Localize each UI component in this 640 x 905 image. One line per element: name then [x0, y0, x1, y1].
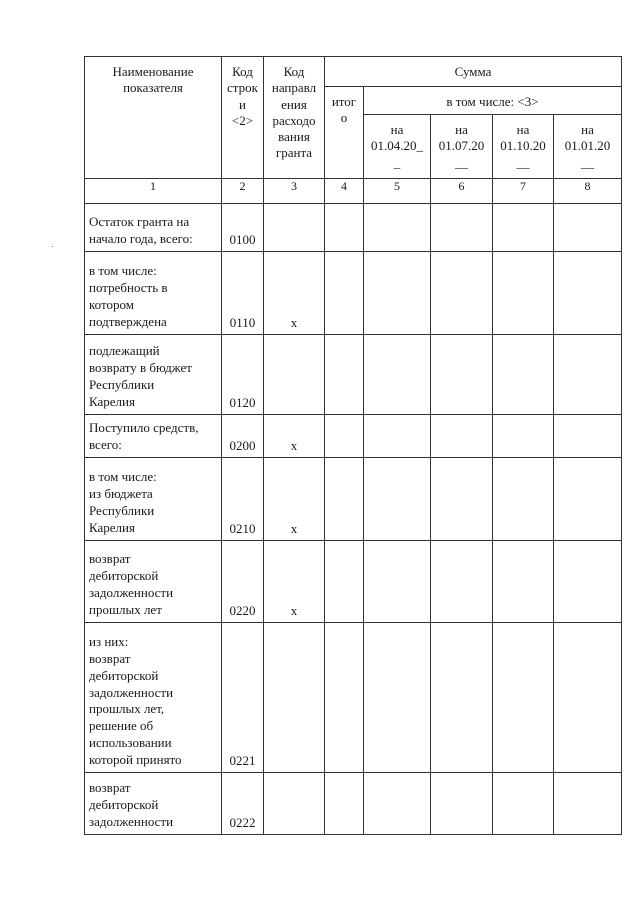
amount-cell	[325, 204, 364, 252]
row-label: в том числе: потребность в котором подтверждена	[85, 252, 222, 335]
row-label: подлежащий возврату в бюджет Республики Карелия	[85, 335, 222, 415]
row-direction-code	[264, 204, 325, 252]
table-row	[85, 773, 622, 835]
column-number-1: 1	[85, 179, 222, 204]
amount-cell	[364, 415, 431, 458]
amount-cell	[493, 204, 554, 252]
row-code: 0220	[222, 541, 264, 623]
row-label: возврат дебиторской задолженности прошлых лет	[85, 541, 222, 623]
amount-cell	[364, 204, 431, 252]
amount-cell	[364, 458, 431, 541]
row-direction-code	[264, 335, 325, 415]
column-number-4: 4	[325, 179, 364, 204]
amount-cell	[554, 335, 622, 415]
header-sum: Сумма	[325, 57, 622, 87]
amount-cell	[493, 252, 554, 335]
amount-cell	[493, 335, 554, 415]
header-name: Наименование показателя	[85, 57, 222, 179]
row-code: 0200	[222, 415, 264, 458]
amount-cell	[325, 335, 364, 415]
table-row	[85, 541, 622, 623]
amount-cell	[431, 623, 493, 773]
header-date-1: на 01.04.20_ _	[364, 115, 431, 179]
column-number-8: 8	[554, 179, 622, 204]
row-label: в том числе: из бюджета Республики Карелия	[85, 458, 222, 541]
header-total: итог о	[325, 87, 364, 179]
row-code: 0210	[222, 458, 264, 541]
amount-cell	[493, 458, 554, 541]
row-direction-code	[264, 623, 325, 773]
row-code: 0221	[222, 623, 264, 773]
amount-cell	[493, 623, 554, 773]
row-direction-code: х	[264, 458, 325, 541]
amount-cell	[554, 204, 622, 252]
amount-cell	[364, 252, 431, 335]
header-date-2: на 01.07.20 __	[431, 115, 493, 179]
row-direction-code: х	[264, 415, 325, 458]
header-date-3: на 01.10.20 __	[493, 115, 554, 179]
table-row	[85, 458, 622, 541]
amount-cell	[493, 773, 554, 835]
row-label: возврат дебиторской задолженности	[85, 773, 222, 835]
row-code: 0110	[222, 252, 264, 335]
column-number-3: 3	[264, 179, 325, 204]
amount-cell	[554, 623, 622, 773]
row-label: Остаток гранта на начало года, всего:	[85, 204, 222, 252]
header-including: в том числе: <3>	[364, 87, 622, 115]
table-row	[85, 623, 622, 773]
row-direction-code	[264, 773, 325, 835]
amount-cell	[325, 252, 364, 335]
column-number-6: 6	[431, 179, 493, 204]
amount-cell	[364, 623, 431, 773]
amount-cell	[554, 458, 622, 541]
row-direction-code: х	[264, 541, 325, 623]
row-code: 0222	[222, 773, 264, 835]
amount-cell	[431, 415, 493, 458]
amount-cell	[364, 541, 431, 623]
amount-cell	[554, 773, 622, 835]
amount-cell	[493, 415, 554, 458]
row-label: Поступило средств, всего:	[85, 415, 222, 458]
amount-cell	[493, 541, 554, 623]
amount-cell	[431, 252, 493, 335]
grant-report-table	[84, 56, 622, 835]
amount-cell	[431, 204, 493, 252]
row-direction-code: х	[264, 252, 325, 335]
row-label: из них: возврат дебиторской задолженности прошлых лет, решение об использовании которой принято	[85, 623, 222, 773]
header-date-4: на 01.01.20 __	[554, 115, 622, 179]
table-row	[85, 252, 622, 335]
amount-cell	[554, 541, 622, 623]
amount-cell	[364, 773, 431, 835]
row-code: 0100	[222, 204, 264, 252]
amount-cell	[325, 541, 364, 623]
column-number-7: 7	[493, 179, 554, 204]
scan-speck	[52, 246, 53, 247]
amount-cell	[431, 458, 493, 541]
amount-cell	[325, 773, 364, 835]
column-number-2: 2	[222, 179, 264, 204]
header-direction: Код направл ения расходо вания гранта	[264, 57, 325, 179]
amount-cell	[325, 458, 364, 541]
amount-cell	[431, 773, 493, 835]
amount-cell	[431, 541, 493, 623]
amount-cell	[554, 252, 622, 335]
row-code: 0120	[222, 335, 264, 415]
amount-cell	[554, 415, 622, 458]
amount-cell	[364, 335, 431, 415]
amount-cell	[431, 335, 493, 415]
table-row	[85, 335, 622, 415]
table-row	[85, 415, 622, 458]
column-number-5: 5	[364, 179, 431, 204]
amount-cell	[325, 623, 364, 773]
table-row	[85, 204, 622, 252]
header-code: Код строк и <2>	[222, 57, 264, 179]
amount-cell	[325, 415, 364, 458]
